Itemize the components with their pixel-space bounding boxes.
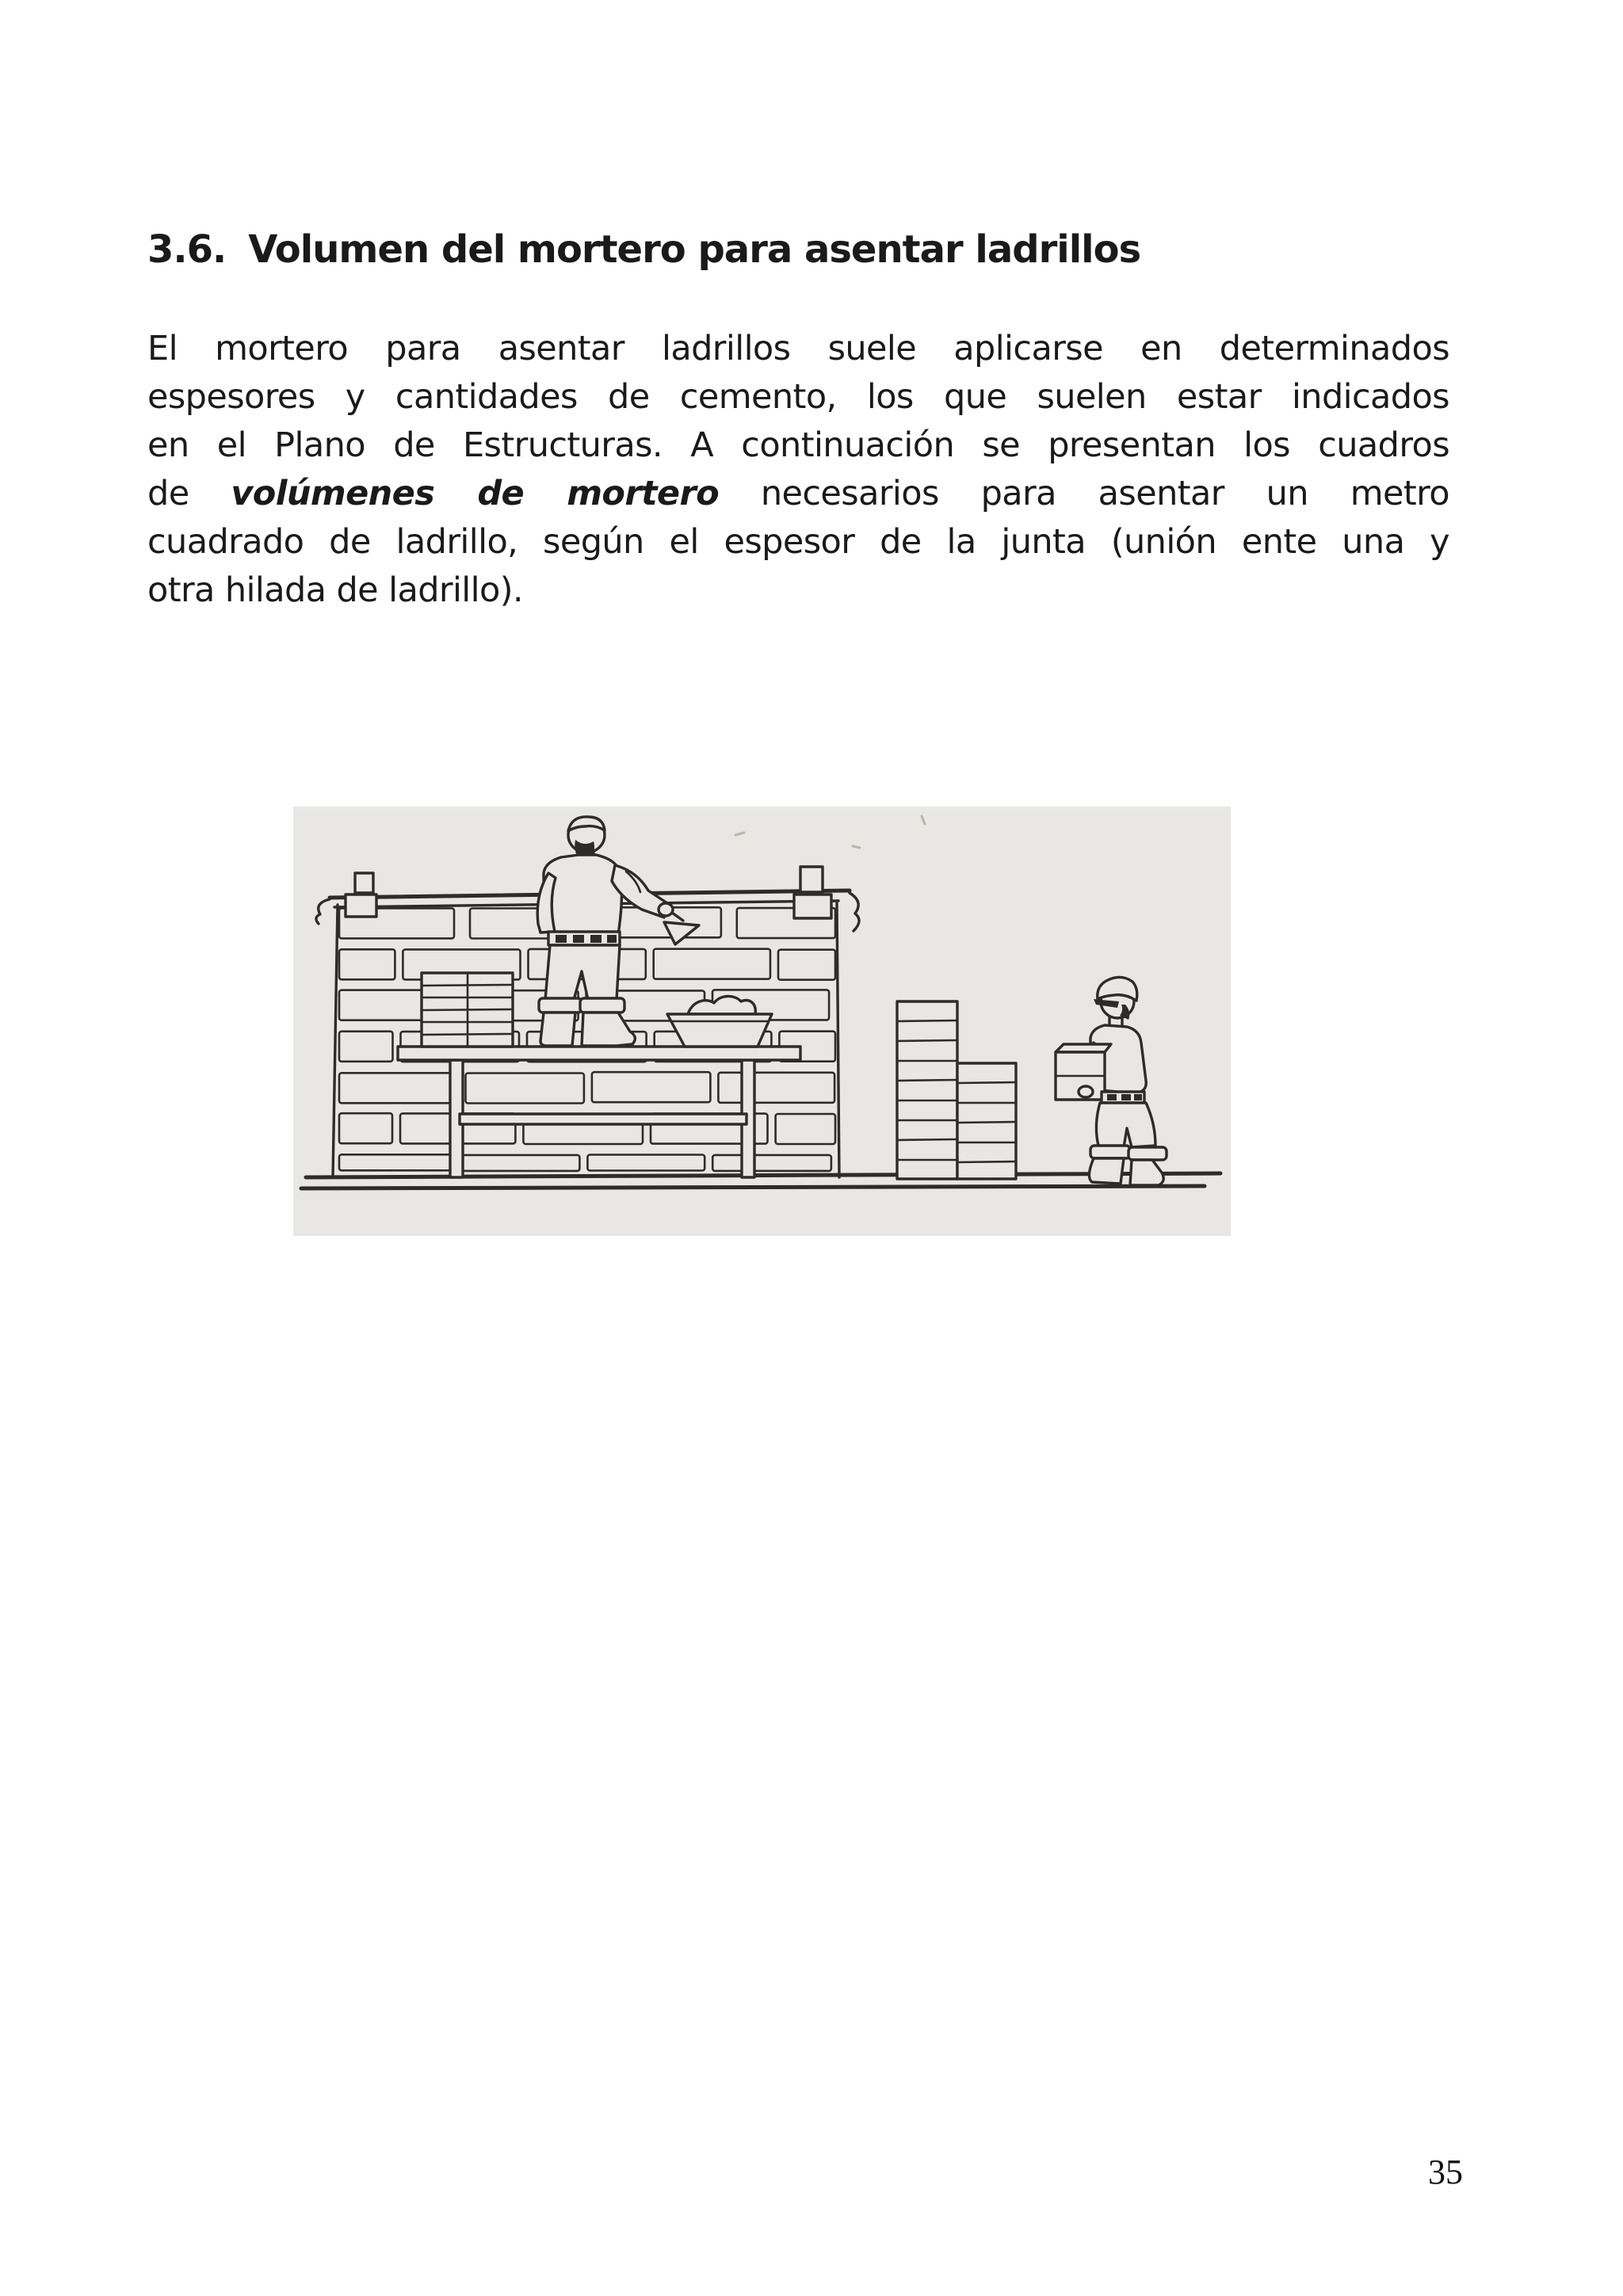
body-text: cuadrado de ladrillo, según el espesor de la junta (unión ente una y — [147, 522, 1449, 562]
carrier-pants — [1096, 1103, 1155, 1147]
body-text: El mortero para asentar ladrillos suele aplicarse en determinados — [147, 329, 1449, 368]
scaffold-platform — [398, 1047, 800, 1060]
paragraph-line — [147, 470, 1449, 518]
emphasized-text: volúmenes de mortero — [231, 474, 720, 513]
paragraph-line — [147, 373, 1449, 421]
paragraph-line — [147, 518, 1449, 566]
carrier-cuff-right — [1128, 1147, 1167, 1160]
section-heading — [147, 227, 1463, 273]
scaffold-rail — [460, 1114, 747, 1124]
paragraph-line — [147, 566, 1449, 615]
body-text: necesarios para asentar un metro — [719, 474, 1449, 513]
section-title: Volumen del mortero para asentar ladrillos — [248, 227, 1141, 272]
illustration-canvas — [293, 807, 1231, 1236]
platform-brick-pile — [422, 973, 513, 1047]
mason-cuff-left — [539, 998, 582, 1013]
carrier-cuff-left — [1090, 1146, 1130, 1158]
body-paragraph — [147, 325, 1449, 615]
mason-cuff-right — [580, 998, 624, 1013]
mason-hand — [659, 903, 673, 916]
mason-torso — [544, 855, 622, 935]
construction-illustration — [293, 807, 1231, 1236]
carrier-hand — [1079, 1086, 1093, 1097]
body-text: en el Plano de Estructuras. A continuación se presentan los cuadros — [147, 425, 1449, 465]
paragraph-line — [147, 421, 1449, 470]
section-number: 3.6. — [147, 227, 227, 272]
carrier-boot-left — [1089, 1158, 1124, 1184]
page-number: 35 — [1428, 2153, 1463, 2191]
mason-boot-left — [540, 1013, 575, 1046]
body-text: espesores y cantidades de cemento, los que suelen estar indicados — [147, 377, 1449, 417]
paragraph-line — [147, 325, 1449, 373]
body-text: otra hilada de ladrillo). — [147, 570, 523, 610]
body-text: de — [147, 474, 231, 513]
